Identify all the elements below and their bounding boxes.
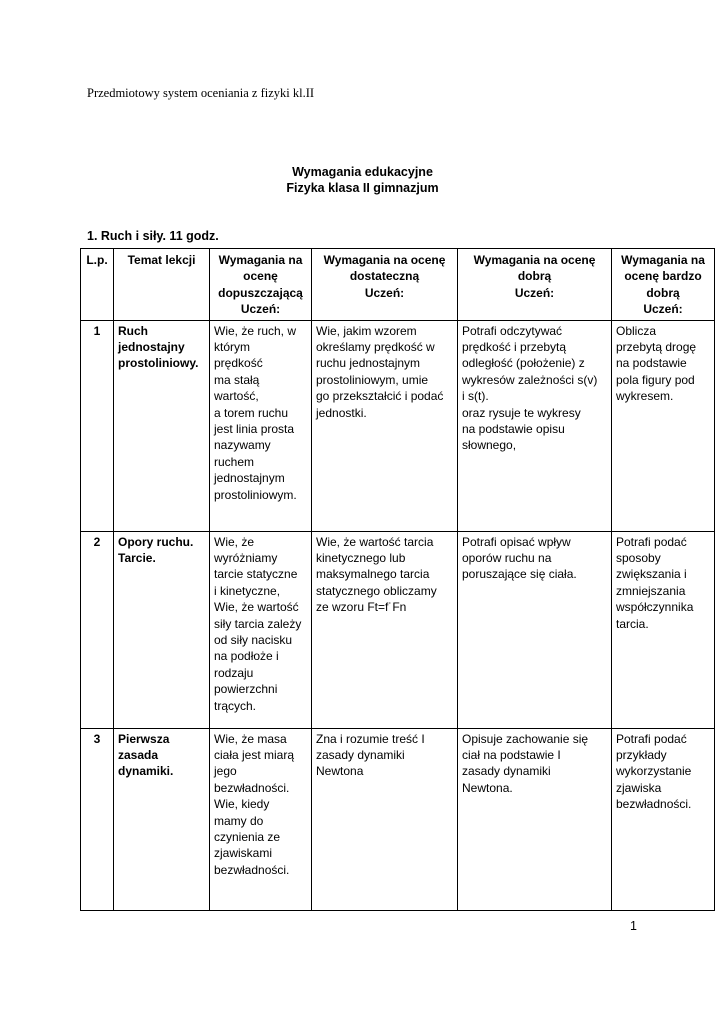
table-row <box>81 531 715 728</box>
row-dobra: Opisuje zachowanie się ciał na podstawie I zasady dynamiki Newtona. <box>458 728 612 910</box>
title-block <box>0 164 725 196</box>
row-lp: 1 <box>81 320 114 531</box>
row-dostateczna: Zna i rozumie treść I zasady dynamiki Newtona <box>312 728 458 910</box>
row-dobra: Potrafi odczytywać prędkość i przebytą odległość (położenie) z wykresów zależności s(v) i s(t). oraz rysuje te wykresy na podstawie opisu słownego, <box>458 320 612 531</box>
row-bardzo-dobra: Oblicza przebytą drogę na podstawie pola figury pod wykresem. <box>612 320 715 531</box>
row-dopuszczajaca: Wie, że ruch, w którym prędkość ma stałą wartość, a torem ruchu jest linia prosta nazywamy ruchem jednostajnym prostoliniowym. <box>210 320 312 531</box>
row-topic: Opory ruchu. Tarcie. <box>114 531 210 728</box>
requirements-table <box>80 248 715 911</box>
page-number: 1 <box>630 919 637 933</box>
table-row <box>81 320 715 531</box>
row-dobra: Potrafi opisać wpływ oporów ruchu na poruszające się ciała. <box>458 531 612 728</box>
row-dostateczna: Wie, jakim wzorem określamy prędkość w ruchu jednostajnym prostoliniowym, umie go przekształcić i podać jednostki. <box>312 320 458 531</box>
header-topic: Temat lekcji <box>114 249 210 321</box>
title-line-1: Wymagania edukacyjne <box>292 165 433 179</box>
table-row <box>81 728 715 910</box>
header-lp: L.p. <box>81 249 114 321</box>
row-dostateczna: Wie, że wartość tarcia kinetycznego lub maksymalnego tarcia statycznego obliczamy ze wzoru Ft=f˙Fn <box>312 531 458 728</box>
row-dopuszczajaca: Wie, że wyróżniamy tarcie statyczne i kinetyczne, Wie, że wartość siły tarcia zależy od siły nacisku na podłoże i rodzaju powierzchni trących. <box>210 531 312 728</box>
title-line-2: Fizyka klasa II gimnazjum <box>286 181 439 195</box>
header-bardzo-dobra: Wymagania na ocenę bardzo dobrą Uczeń: <box>612 249 715 321</box>
header-dostateczna: Wymagania na ocenę dostateczną Uczeń: <box>312 249 458 321</box>
row-lp: 3 <box>81 728 114 910</box>
row-dopuszczajaca: Wie, że masa ciała jest miarą jego bezwładności. Wie, kiedy mamy do czynienia ze zjawiskami bezwładności. <box>210 728 312 910</box>
table-header-row <box>81 249 715 321</box>
row-topic: Pierwsza zasada dynamiki. <box>114 728 210 910</box>
section-heading: 1. Ruch i siły. 11 godz. <box>87 229 219 243</box>
header-dobra: Wymagania na ocenę dobrą Uczeń: <box>458 249 612 321</box>
row-topic: Ruch jednostajny prostoliniowy. <box>114 320 210 531</box>
document-header: Przedmiotowy system oceniania z fizyki kl.II <box>87 86 315 100</box>
header-dopuszczajaca: Wymagania na ocenę dopuszczającą Uczeń: <box>210 249 312 321</box>
row-lp: 2 <box>81 531 114 728</box>
row-bardzo-dobra: Potrafi podać przykłady wykorzystanie zjawiska bezwładności. <box>612 728 715 910</box>
row-bardzo-dobra: Potrafi podać sposoby zwiększania i zmniejszania współczynnika tarcia. <box>612 531 715 728</box>
